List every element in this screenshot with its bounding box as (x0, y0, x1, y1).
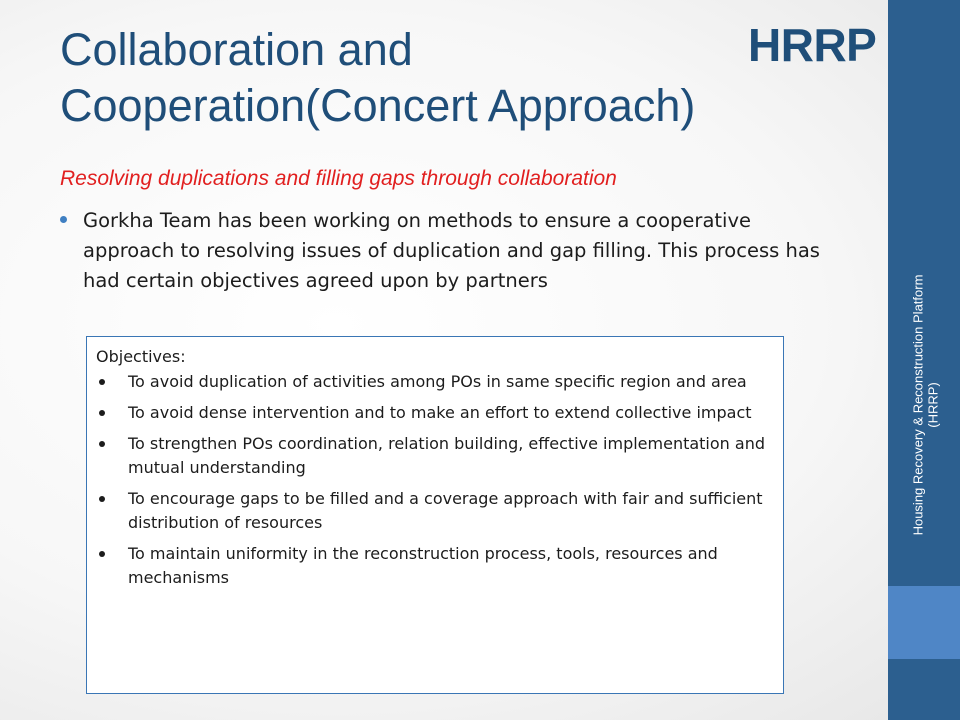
objective-item (96, 432, 773, 480)
objective-text: To strengthen POs coordination, relation building, effective implementation and mutual understanding (128, 434, 765, 477)
sidebar-footer-block (888, 659, 960, 720)
objective-text: To maintain uniformity in the reconstruction process, tools, resources and mechanisms (128, 544, 718, 587)
slide-title (60, 22, 760, 134)
intro-bullet (60, 206, 840, 296)
bullet-icon (99, 410, 105, 416)
objective-item (96, 542, 773, 590)
sidebar-label-line-2: (HRRP) (925, 382, 940, 428)
bullet-icon (99, 441, 105, 447)
bullet-icon (99, 379, 105, 385)
hrrp-logo: HRRP (748, 19, 877, 71)
slide-title-line-1: Collaboration and (60, 24, 413, 75)
objectives-list (96, 370, 773, 590)
objectives-box (86, 336, 784, 694)
objectives-heading: Objectives: (96, 347, 186, 366)
objective-item (96, 370, 773, 394)
objective-text: To avoid dense intervention and to make an effort to extend collective impact (128, 403, 752, 422)
sidebar-label-line-1: Housing Recovery & Reconstruction Platform (910, 274, 925, 536)
objective-item (96, 487, 773, 535)
bullet-icon (60, 216, 67, 223)
slide-title-line-2: Cooperation(Concert Approach) (60, 80, 696, 131)
sidebar-accent-block (888, 586, 960, 659)
objective-text: To encourage gaps to be filled and a coverage approach with fair and sufficient distribution of resources (128, 489, 763, 532)
sidebar-label (900, 240, 950, 570)
intro-bullet-text: Gorkha Team has been working on methods to ensure a cooperative approach to resolving issues of duplication and gap filling. This process has had certain objectives agreed upon by partners (83, 209, 820, 292)
objective-item (96, 401, 773, 425)
bullet-icon (99, 551, 105, 557)
objective-text: To avoid duplication of activities among POs in same specific region and area (128, 372, 747, 391)
bullet-icon (99, 496, 105, 502)
slide-subtitle: Resolving duplications and filling gaps through collaboration (60, 167, 617, 190)
